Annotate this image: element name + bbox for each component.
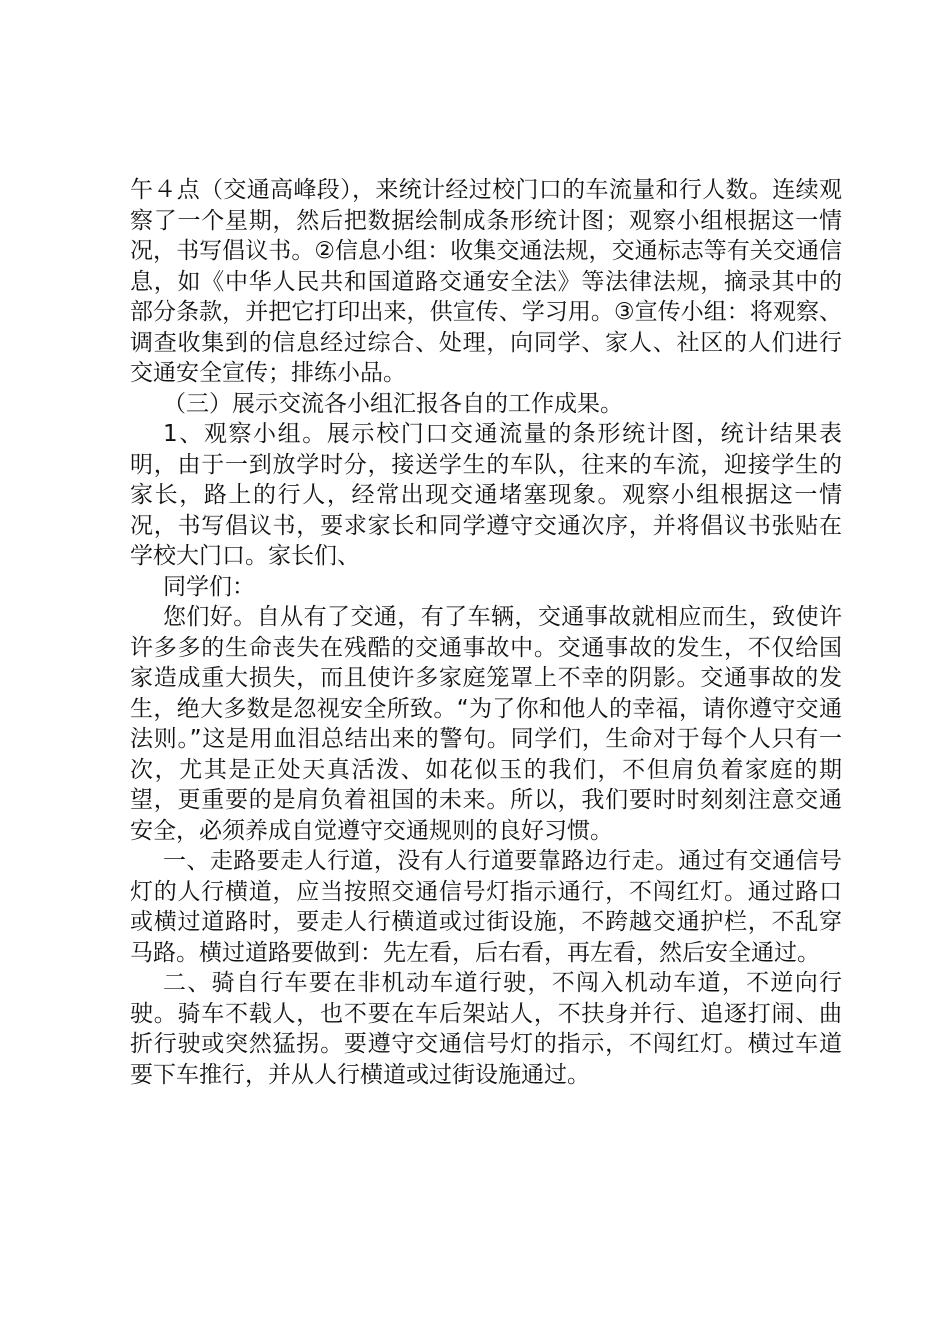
paragraph-salutation: 同学们： <box>163 573 255 600</box>
paragraph-greeting: 您们好。自从有了交通，有了车辆，交通事故就相应而生，致使许许多多的生命丧失在残酷的交通事故中。交通事故的发生，不仅给国家造成重大损失，而且使许多家庭笼罩上不幸的阴影。交通事故的发生，绝大多数是忽视安全所致。“为了你和他人的幸福，请你遵守交通法则。”这是用血泪总结出来的警句。同学们，生命对于每个人只有一次，尤其是正处天真活泼、如花似玉的我们，不但肩负着家庭的期望，更重要的是肩负着祖国的未来。所以，我们要时时刻刻注意交通安全，必须养成自觉遵守交通规则的良好习惯。 <box>130 604 842 844</box>
paragraph-groups-intro: 午４点（交通高峰段），来统计经过校门口的车流量和行人数。连续观察了一个星期，然后把数据绘制成条形统计图；观察小组根据这一情况，书写倡议书。②信息小组：收集交通法规，交通标志等有关交通信息，如《中华人民共和国道路交通安全法》等法律法规，摘录其中的部分条款，并把它打印出来，供宣传、学习用。③宣传小组：将观察、调查收集到的信息经过综合、处理，向同学、家人、社区的人们进行交通安全宣传；排练小品。 <box>130 177 842 386</box>
paragraph-observation-group: 1、观察小组。展示校门口交通流量的条形统计图，统计结果表明，由于一到放学时分，接送学生的车队，往来的车流，迎接学生的家长，路上的行人，经常出现交通堵塞现象。观察小组根据这一情况，书写倡议书，要求家长和同学遵守交通次序，并将倡议书张贴在学校大门口。家长们、 <box>130 421 842 569</box>
paragraph-rule-two: 二、骑自行车要在非机动车道行驶，不闯入机动车道，不逆向行驶。骑车不载人，也不要在车后架站人，不扶身并行、追逐打闹、曲折行驶或突然猛拐。要遵守交通信号灯的指示，不闯红灯。横过车道要下车推行，并从人行横道或过街设施通过。 <box>130 970 842 1088</box>
paragraph-rule-one: 一、走路要走人行道，没有人行道要靠路边行走。通过有交通信号灯的人行横道，应当按照交通信号灯指示通行，不闯红灯。通过路口或横过道路时，要走人行横道或过街设施，不跨越交通护栏，不乱穿马路。横过道路要做到：先左看，后右看，再左看，然后安全通过。 <box>130 848 842 966</box>
document-body <box>130 175 842 1090</box>
paragraph-section-three-heading: （三）展示交流各小组汇报各自的工作成果。 <box>163 390 623 417</box>
